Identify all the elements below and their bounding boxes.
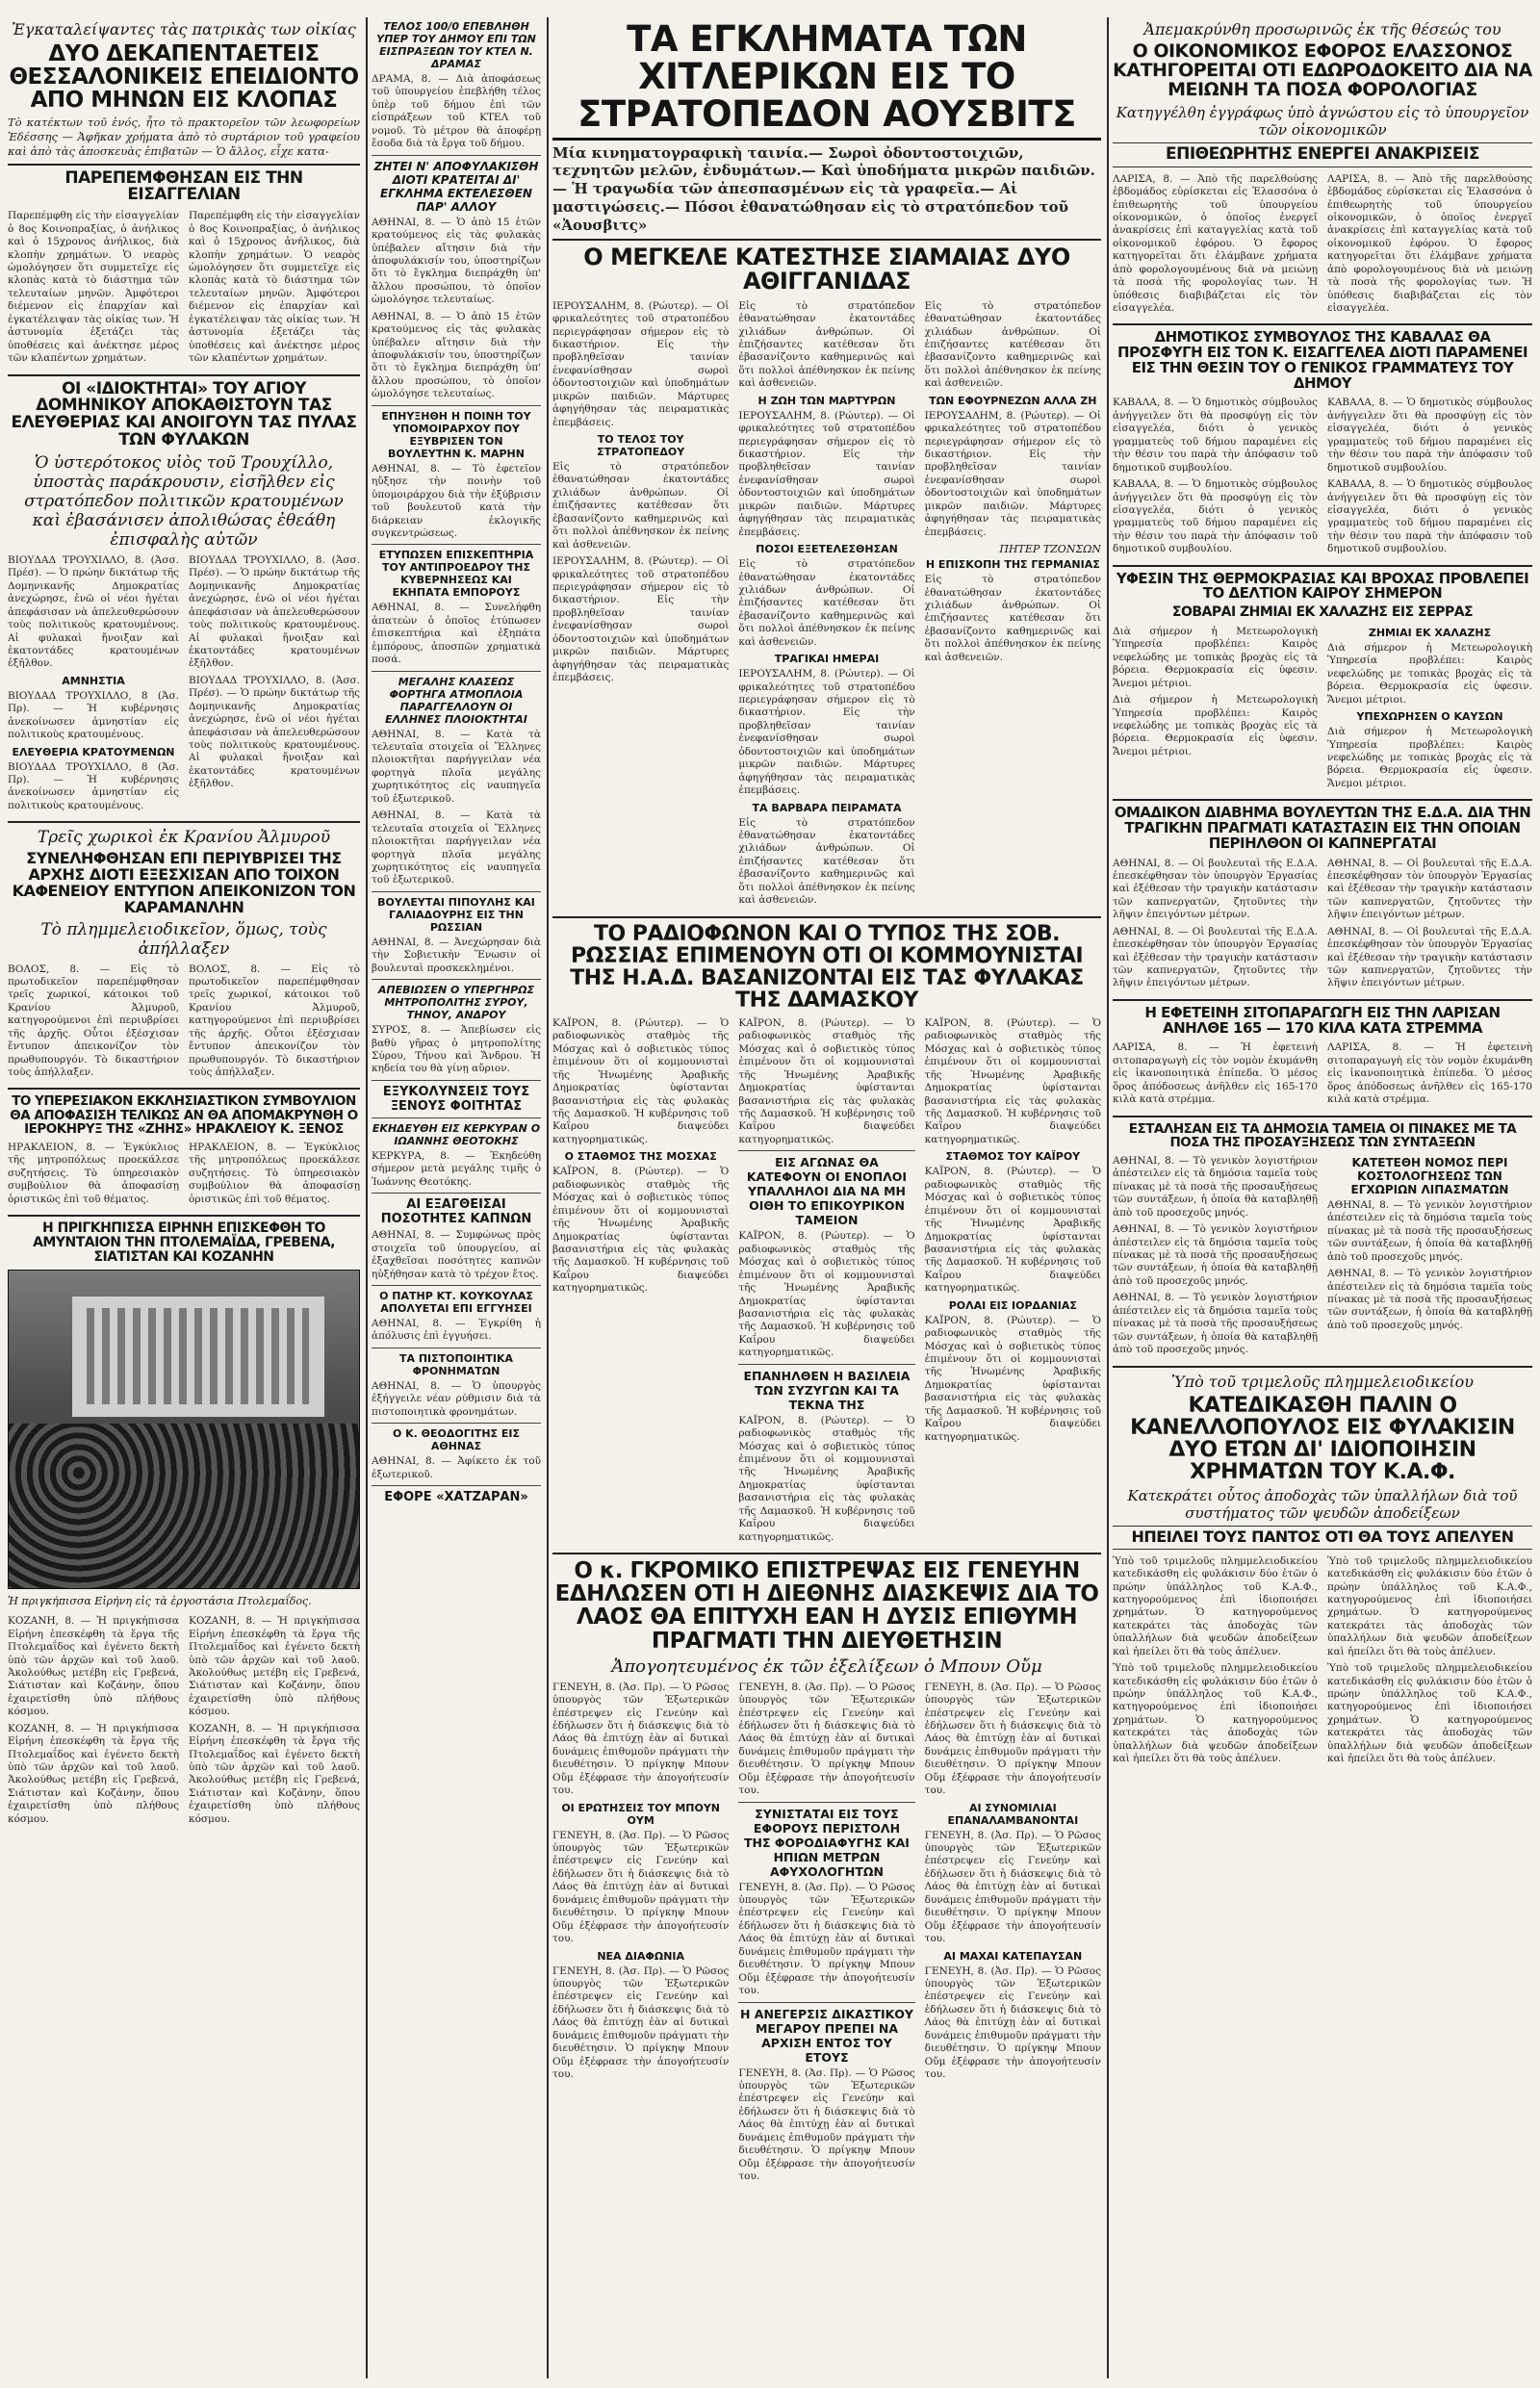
divider bbox=[372, 1285, 541, 1286]
subhead: ΤΡΑΓΙΚΑΙ ΗΜΕΡΑΙ bbox=[774, 653, 880, 666]
subhead: Κατεκράτει οὗτος ἀποδοχὰς τῶν ὑπαλλήλων διὰ τοῦ συστήματος τῶν ψευδῶν ἀποδείξεων bbox=[1127, 1486, 1518, 1522]
article-text: ΚΟΖΑΝΗ, 8. — Ἡ πριγκήπισσα Εἰρήνη ἐπεσκέφθη τὰ ἔργα τῆς Πτολεμαΐδος καὶ ἐγένετο δεκτὴ ὑπὸ τῶν ἀρχῶν καὶ τοῦ λαοῦ. Ἀκολούθως μετέβη εἰς Γρεβενά, Σιάτισταν καὶ Κοζάνην, ὅπου ἐχαιρετίσθη ὑπὸ πλήθους κόσμου. bbox=[8, 1615, 179, 1718]
headline: ΤΟ ΥΠΕΡΕΣΙΑΚΟΝ ΕΚΚΛΗΣΙΑΣΤΙΚΟΝ ΣΥΜΒΟΥΛΙΟΝ ΘΑ ΑΠΟΦΑΣΙΣΗ ΤΕΛΙΚΩΣ ΑΝ ΘΑ ΑΠΟΜΑΚΡΥΝΘΗ Ο ΙΕΡΟΚΗΡΥΞ ΤΗΣ «ΖΗΗΣ» ΗΡΑΚΛΕΙΟΥ Κ. ΞΕΝΟΣ bbox=[10, 1093, 358, 1137]
article-text: ΓΕΝΕΥΗ, 8. (Ἀσ. Πρ). — Ὁ Ρῶσος ὑπουργὸς τῶν Ἐξωτερικῶν ἐπέστρεψεν εἰς Γενεύην καὶ ἐδήλωσεν ὅτι ἡ διάσκεψις διὰ τὸ Λάος θὰ ἐπιτύχῃ ἐὰν αἱ δυτικαὶ δυνάμεις ἐπιθυμοῦν πράγματι τὴν διευθέτησιν. Ὁ πρίγκηψ Μπουν Οὔμ ἐξέφρασε τὴν ἀπογοήτευσίν του. bbox=[924, 1829, 1101, 1945]
article-text: ΗΡΑΚΛΕΙΟΝ, 8. — Ἐγκύκλιος τῆς μητροπόλεως προεκάλεσε συζητήσεις. Τὸ ὑπηρεσιακὸν συμβούλιον θὰ ἀποφασίσῃ ὁριστικῶς ἐπὶ τοῦ θέματος. bbox=[8, 1141, 179, 1205]
article-body bbox=[552, 298, 1101, 912]
divider bbox=[372, 155, 541, 156]
article-body bbox=[1113, 856, 1532, 994]
headline: Ο Κ. ΘΕΟΔΟΓΙΤΗΣ ΕΙΣ ΑΘΗΝΑΣ bbox=[392, 1427, 521, 1453]
article-text: ΚΑΒΑΛΑ, 8. — Ὁ δημοτικὸς σύμβουλος ἀνήγγειλεν ὅτι θὰ προσφύγῃ εἰς τὸν εἰσαγγελέα, διότι ὁ γενικὸς γραμματεὺς τοῦ δήμου παραμένει εἰς τὴν θέσιν του παρὰ τὴν ἀπόφασιν τοῦ δημοτικοῦ συμβουλίου. bbox=[1113, 478, 1318, 555]
headline: ΔΗΜΟΤΙΚΟΣ ΣΥΜΒΟΥΛΟΣ ΤΗΣ ΚΑΒΑΛΑΣ ΘΑ ΠΡΟΣΦΥΓΗ ΕΙΣ ΤΟΝ Κ. ΕΙΣΑΓΓΕΛΕΑ ΔΙΟΤΙ ΠΑΡΑΜΕΝΕΙ ΕΙΣ ΤΗΝ ΘΕΣΙΝ ΤΟΥ Ο ΓΕΝΙΚΟΣ ΓΡΑΜΜΑΤΕΥΣ ΤΟΥ ΔΗΜΟΥ bbox=[1116, 328, 1528, 392]
article-text: ΚΟΖΑΝΗ, 8. — Ἡ πριγκήπισσα Εἰρήνη ἐπεσκέφθη τὰ ἔργα τῆς Πτολεμαΐδος καὶ ἐγένετο δεκτὴ ὑπὸ τῶν ἀρχῶν καὶ τοῦ λαοῦ. Ἀκολούθως μετέβη εἰς Γρεβενά, Σιάτισταν καὶ Κοζάνην, ὅπου ἐχαιρετίσθη ὑπὸ πλήθους κόσμου. bbox=[189, 1615, 360, 1718]
article-text: Εἰς τὸ στρατόπεδον ἐθανατώθησαν ἑκατοντάδες χιλιάδων ἀνθρώπων. Οἱ ἐπιζήσαντες κατέθεσαν ὅτι ἐβασανίζοντο καθημερινῶς καὶ ὅτι πολλοὶ ἀπέθνησκον ἐκ πείνης καὶ ἀσθενειῶν. bbox=[924, 574, 1101, 663]
article-text: ΑΘΗΝΑΙ, 8. — Συμφώνως πρὸς στοιχεῖα τοῦ ὑπουργείου, αἱ ἐξαχθεῖσαι ποσότητες καπνῶν ηὐξήθησαν κατὰ τὸ τρέχον ἔτος. bbox=[372, 1229, 541, 1280]
article-text: ΑΘΗΝΑΙ, 8. — Τὸ ἐφετεῖον ηὔξησε τὴν ποινὴν τοῦ ὑπομοιράρχου διὰ τὴν ἐξύβρισιν τοῦ βουλευτοῦ κατὰ τὴν διάρκειαν ἐκλογικῆς συγκεντρώσεως. bbox=[372, 462, 541, 539]
article-text: ΓΕΝΕΥΗ, 8. (Ἀσ. Πρ). — Ὁ Ρῶσος ὑπουργὸς τῶν Ἐξωτερικῶν ἐπέστρεψεν εἰς Γενεύην καὶ ἐδήλωσεν ὅτι ἡ διάσκεψις διὰ τὸ Λάος θὰ ἐπιτύχῃ ἐὰν αἱ δυτικαὶ δυνάμεις ἐπιθυμοῦν πράγματι τὴν διευθέτησιν. Ὁ πρίγκηψ Μπουν Οὔμ ἐξέφρασε τὴν ἀπογοήτευσίν του. bbox=[552, 1964, 730, 2081]
divider bbox=[8, 164, 360, 166]
headline: ΕΙΣ ΑΓΩΝΑΣ ΘΑ ΚΑΤΕΦΟΥΝ ΟΙ ΕΝΟΠΛΟΙ ΥΠΑΛΛΗΛΟΙ ΔΙΑ ΝΑ ΜΗ ΟΙΘΗ ΤΟ ΕΠΙΚΟΥΡΙΚΟΝ ΤΑΜΕΙΟΝ bbox=[746, 1155, 908, 1228]
article-lead: Μία κινηματογραφικὴ ταινία.— Σωροὶ ὀδοντοστοιχιῶν, τεχνητῶν μελῶν, ἐνδυμάτων.— Καὶ ὑποδήματα μικρῶν παιδιῶν.— Ἡ τραγωδία τῶν ἀπεσπασμένων εἰς τὰ γραφεῖα.— Αἱ μαστιγώσεις.— Πόσοι ἐθανατώθησαν εἰς τὸ στρατόπεδον τοῦ «Ἀουσβιτς» bbox=[552, 143, 1095, 234]
column-1 bbox=[8, 17, 360, 2378]
article-text: ΙΕΡΟΥΣΑΛΗΜ, 8. (Ρώυτερ). — Οἱ φρικαλεότητες τοῦ στρατοπέδου περιεγράφησαν σήμερον εἰς τὸ δικαστήριον. Εἰς τὴν προβληθεῖσαν ταινίαν ἐνεφανίσθησαν σωροὶ ὀδοντοστοιχιῶν καὶ ὑποδημάτων μικρῶν παιδιῶν. Μάρτυρες ἀφηγήθησαν τὰς πειραματικὰς ἐπεμβάσεις. bbox=[552, 299, 730, 428]
article-text: ΒΙΟΥΔΑΔ ΤΡΟΥΧΙΛΛΟ, 8 (Ἀσ. Πρ). — Ἡ κυβέρνησις ἀνεκοίνωσεν ἀμνηστίαν εἰς πολιτικοὺς κρατουμένους. bbox=[8, 760, 179, 811]
column-rule bbox=[366, 17, 368, 2378]
article-body bbox=[1113, 624, 1532, 794]
headline: ΒΟΥΛΕΥΤΑΙ ΠΙΠΟΥΛΗΣ ΚΑΙ ΓΑΛΙΑΔΟΥΡΗΣ ΕΙΣ ΤΗΝ ΡΩΣΣΙΑΝ bbox=[377, 895, 535, 934]
headline-main: ΤΑ ΕΓΚΛΗΜΑΤΑ ΤΩΝ ΧΙΤΛΕΡΙΚΩΝ ΕΙΣ ΤΟ ΣΤΡΑΤΟΠΕΔΟΝ ΑΟΥΣΒΙΤΣ bbox=[552, 21, 1101, 141]
article-body bbox=[1113, 171, 1532, 320]
headline: ΗΠΕΙΛΕΙ ΤΟΥΣ ΠΑΝΤΟΣ ΟΤΙ ΘΑ ΤΟΥΣ ΑΠΕΛΥΕΝ bbox=[1113, 1526, 1532, 1550]
article-text: Εἰς τὸ στρατόπεδον ἐθανατώθησαν ἑκατοντάδες χιλιάδων ἀνθρώπων. Οἱ ἐπιζήσαντες κατέθεσαν ὅτι ἐβασανίζοντο καθημερινῶς καὶ ὅτι πολλοὶ ἀπέθνησκον ἐκ πείνης καὶ ἀσθενειῶν. bbox=[738, 558, 915, 648]
article-body bbox=[1113, 1553, 1532, 1770]
headline: ΣΥΝΙΣΤΑΤΑΙ ΕΙΣ ΤΟΥΣ ΕΦΟΡΟΥΣ ΠΕΡΙΣΤΟΛΗ ΤΗΣ ΦΟΡΟΔΙΑΦΥΓΗΣ ΚΑΙ ΗΠΙΩΝ ΜΕΤΡΩΝ ΑΦΥΧΟΛΟΓΗΤΩΝ bbox=[744, 1806, 910, 1879]
article-text: ΚΑΒΑΛΑ, 8. — Ὁ δημοτικὸς σύμβουλος ἀνήγγειλεν ὅτι θὰ προσφύγῃ εἰς τὸν εἰσαγγελέα, διότι ὁ γενικὸς γραμματεὺς τοῦ δήμου παραμένει εἰς τὴν θέσιν του παρὰ τὴν ἀπόφασιν τοῦ δημοτικοῦ συμβουλίου. bbox=[1327, 478, 1532, 555]
article-text: Διὰ σήμερον ἡ Μετεωρολογικὴ Ὑπηρεσία προβλέπει: Καιρὸς νεφελώδης με τοπικὰς βροχὰς εἰς τὰ βόρεια. Θερμοκρασία εἰς ὑφεσιν. Ἄνεμοι μέτριοι. bbox=[1113, 694, 1318, 757]
divider bbox=[372, 671, 541, 672]
headline: ΕΠΑΝΗΛΘΕΝ Η ΒΑΣΙΛΕΙΑ ΤΩΝ ΣΥΖΥΓΩΝ ΚΑΙ ΤΑ ΤΕΚΝΑ ΤΗΣ bbox=[743, 1368, 911, 1412]
article-text: ΔΡΑΜΑ, 8. — Διὰ ἀποφάσεως τοῦ ὑπουργείου ἐπεβλήθη τέλος ὑπὲρ τοῦ δήμου ἐπὶ τῶν εἰσπράξεων τοῦ ΚΤΕΛ τοῦ νομοῦ. Τὸ μέτρον θὰ ἀποφέρῃ ἔσοδα διὰ τὰ ἔργα τοῦ δήμου. bbox=[372, 73, 541, 150]
article-text: ΑΘΗΝΑΙ, 8. — Οἱ βουλευταὶ τῆς Ε.Δ.Α. ἐπεσκέφθησαν τὸν ὑπουργὸν Ἐργασίας καὶ ἐξέθεσαν τὴν τραγικὴν κατάστασιν τῶν καπνεργατῶν, ζητοῦντες τὴν λῆψιν ἐπειγόντων μέτρων. bbox=[1113, 925, 1318, 989]
article-text: Διὰ σήμερον ἡ Μετεωρολογικὴ Ὑπηρεσία προβλέπει: Καιρὸς νεφελώδης με τοπικὰς βροχὰς εἰς τὰ βόρεια. Θερμοκρασία εἰς ὑφεσιν. Ἄνεμοι μέτριοι. bbox=[1327, 726, 1532, 789]
subhead: ΥΠΕΧΩΡΗΣΕΝ Ο ΚΑΥΣΩΝ bbox=[1356, 710, 1503, 724]
article-text: ΓΕΝΕΥΗ, 8. (Ἀσ. Πρ). — Ὁ Ρῶσος ὑπουργὸς τῶν Ἐξωτερικῶν ἐπέστρεψεν εἰς Γενεύην καὶ ἐδήλωσεν ὅτι ἡ διάσκεψις διὰ τὸ Λάος θὰ ἐπιτύχῃ ἐὰν αἱ δυτικαὶ δυνάμεις ἐπιθυμοῦν πράγματι τὴν διευθέτησιν. Ὁ πρίγκηψ Μπουν Οὔμ ἐξέφρασε τὴν ἀπογοήτευσίν του. bbox=[552, 1829, 730, 1945]
article-text: ΓΕΝΕΥΗ, 8. (Ἀσ. Πρ). — Ὁ Ρῶσος ὑπουργὸς τῶν Ἐξωτερικῶν ἐπέστρεψεν εἰς Γενεύην καὶ ἐδήλωσεν ὅτι ἡ διάσκεψις διὰ τὸ Λάος θὰ ἐπιτύχῃ ἐὰν αἱ δυτικαὶ δυνάμεις ἐπιθυμοῦν πράγματι τὴν διευθέτησιν. Ὁ πρίγκηψ Μπουν Οὔμ ἐξέφρασε τὴν ἀπογοήτευσίν του. bbox=[552, 1681, 730, 1797]
divider bbox=[552, 1553, 1101, 1554]
headline: ΥΦΕΣΙΝ ΤΗΣ ΘΕΡΜΟΚΡΑΣΙΑΣ ΚΑΙ ΒΡΟΧΑΣ ΠΡΟΒΛΕΠΕΙ ΤΟ ΔΕΛΤΙΟΝ ΚΑΙΡΟΥ ΣΗΜΕΡΟΝ bbox=[1116, 569, 1529, 603]
divider bbox=[372, 891, 541, 892]
article-text: ΑΘΗΝΑΙ, 8. — Οἱ βουλευταὶ τῆς Ε.Δ.Α. ἐπεσκέφθησαν τὸν ὑπουργὸν Ἐργασίας καὶ ἐξέθεσαν τὴν τραγικὴν κατάστασιν τῶν καπνεργατῶν, ζητοῦντες τὴν λῆψιν ἐπειγόντων μέτρων. bbox=[1327, 857, 1532, 921]
article-body bbox=[8, 1140, 360, 1210]
article-text: ΑΘΗΝΑΙ, 8. — Κατὰ τὰ τελευταῖα στοιχεῖα οἱ Ἕλληνες πλοιοκτῆται παρήγγειλαν νέα φορτηγὰ πλοῖα μεγάλης χωρητικότητος εἰς ναυπηγεῖα τοῦ ἐξωτερικοῦ. bbox=[372, 809, 541, 886]
article-text: ΑΘΗΝΑΙ, 8. — Οἱ βουλευταὶ τῆς Ε.Δ.Α. ἐπεσκέφθησαν τὸν ὑπουργὸν Ἐργασίας καὶ ἐξέθεσαν τὴν τραγικὴν κατάστασιν τῶν καπνεργατῶν, ζητοῦντες τὴν λῆψιν ἐπειγόντων μέτρων. bbox=[1113, 857, 1318, 921]
headline: ΕΚΗΔΕΥΘΗ ΕΙΣ ΚΕΡΚΥΡΑΝ Ο ΙΩΑΝΝΗΣ ΘΕΟΤΟΚΗΣ bbox=[372, 1121, 541, 1147]
column-2 bbox=[372, 17, 541, 2378]
headline: Ο κ. ΓΚΡΟΜΙΚΟ ΕΠΙΣΤΡΕΨΑΣ ΕΙΣ ΓΕΝΕΥΗΝ ΕΔΗΛΩΣΕΝ ΟΤΙ Η ΔΙΕΘΝΗΣ ΔΙΑΣΚΕΨΙΣ ΔΙΑ ΤΟ ΛΑΟΣ ΘΑ ΕΠΙΤΥΧΗ ΕΑΝ Η ΔΥΣΙΣ ΕΠΙΘΥΜΗ ΠΡΑΓΜΑΤΙ ΤΗΝ ΔΙΕΥΘΕΤΗΣΙΝ bbox=[554, 1558, 1099, 1654]
subhead: ΤΩΝ ΕΦΟΥΡΝΕΖΩΝ ΑΛΛΑ ΖΗ bbox=[929, 394, 1097, 407]
article-text: Εἰς τὸ στρατόπεδον ἐθανατώθησαν ἑκατοντάδες χιλιάδων ἀνθρώπων. Οἱ ἐπιζήσαντες κατέθεσαν ὅτι ἐβασανίζοντο καθημερινῶς καὶ ὅτι πολλοὶ ἀπέθνησκον ἐκ πείνης καὶ ἀσθενειῶν. bbox=[924, 299, 1101, 390]
divider bbox=[738, 1150, 914, 1151]
kicker: Ἀπεμακρύνθη προσωρινῶς ἐκ τῆς θέσεώς του bbox=[1143, 20, 1502, 39]
headline: ΕΠΗΥΞΗΘΗ Η ΠΟΙΝΗ ΤΟΥ ΥΠΟΜΟΙΡΑΡΧΟΥ ΠΟΥ ΕΞΥΒΡΙΣΕΝ ΤΟΝ ΒΟΥΛΕΥΤΗΝ Κ. ΜΑΡΗΝ bbox=[381, 409, 531, 460]
article-text: ΣΥΡΟΣ, 8. — Ἀπεβίωσεν εἰς βαθὺ γῆρας ὁ μητροπολίτης Σύρου, Τήνου καὶ Ἄνδρου. Ἡ κηδεία του θὰ γίνῃ αὔριον. bbox=[372, 1024, 541, 1075]
subhead: ΕΛΕΥΘΕΡΙΑ ΚΡΑΤΟΥΜΕΝΩΝ bbox=[12, 745, 175, 758]
article-text: ΑΘΗΝΑΙ, 8. — Συνελήφθη ἀπατεὼν ὁ ὁποῖος ἐτύπωσεν ἐπισκεπτήρια καὶ ἐξηπάτα ἐμπόρους, ἀποσπῶν χρηματικὰ ποσά. bbox=[372, 602, 541, 666]
article-text: ΚΑΪΡΟΝ, 8. (Ρώυτερ). — Ὁ ραδιοφωνικὸς σταθμὸς τῆς Μόσχας καὶ ὁ σοβιετικὸς τύπος ἐπιμένουν ὅτι οἱ κομμουνισταὶ τῆς Ἡνωμένης Ἀραβικῆς Δημοκρατίας ὑφίστανται βασανιστήρια εἰς τὰς φυλακὰς τῆς Δαμασκοῦ. Ἡ κυβέρνησις τοῦ Καΐρου διαψεύδει κατηγορηματικῶς. bbox=[738, 1016, 915, 1145]
article-text: ΑΘΗΝΑΙ, 8. — Ὁ ἀπὸ 15 ἐτῶν κρατούμενος εἰς τὰς φυλακὰς ὑπέβαλεν αἴτησιν διὰ τὴν ἀποφυλάκισίν του, ὑποστηρίζων ὅτι τὸ ἔγκλημα διεπράχθη ὑπ' ἄλλου προσώπου, τὸ ὁποῖον ὡμολόγησε τελευταίως. bbox=[372, 310, 541, 400]
article-text: ΚΑΪΡΟΝ, 8. (Ρώυτερ). — Ὁ ραδιοφωνικὸς σταθμὸς τῆς Μόσχας καὶ ὁ σοβιετικὸς τύπος ἐπιμένουν ὅτι οἱ κομμουνισταὶ τῆς Ἡνωμένης Ἀραβικῆς Δημοκρατίας ὑφίστανται βασανιστήρια εἰς τὰς φυλακὰς τῆς Δαμασκοῦ. Ἡ κυβέρνησις τοῦ Καΐρου διαψεύδει κατηγορηματικῶς. bbox=[552, 1166, 730, 1295]
article-text: Εἰς τὸ στρατόπεδον ἐθανατώθησαν ἑκατοντάδες χιλιάδων ἀνθρώπων. Οἱ ἐπιζήσαντες κατέθεσαν ὅτι ἐβασανίζοντο καθημερινῶς καὶ ὅτι πολλοὶ ἀπέθνησκον ἐκ πείνης καὶ ἀσθενειῶν. bbox=[552, 461, 730, 551]
kicker: Τρεῖς χωρικοὶ ἐκ Κρανίου Ἀλμυροῦ bbox=[37, 828, 331, 848]
news-photo bbox=[8, 1270, 360, 1589]
divider bbox=[1113, 565, 1532, 567]
article-text: ΑΘΗΝΑΙ, 8. — Ἐγκρίθη ἡ ἀπόλυσις ἐπὶ ἐγγυήσει. bbox=[372, 1317, 541, 1343]
article-text: ΑΘΗΝΑΙ, 8. — Τὸ γενικὸν λογιστήριον ἀπέστειλεν εἰς τὰ δημόσια ταμεῖα τοὺς πίνακας μὲ τὰ ποσὰ τῆς προσαυξήσεως τῶν συντάξεων, ἡ ὁποία θὰ καταβληθῇ ἀπὸ τοῦ προσεχοῦς μηνός. bbox=[1113, 1292, 1318, 1356]
divider bbox=[8, 1088, 360, 1090]
article-text: Διὰ σήμερον ἡ Μετεωρολογικὴ Ὑπηρεσία προβλέπει: Καιρὸς νεφελώδης με τοπικὰς βροχὰς εἰς τὰ βόρεια. Θερμοκρασία εἰς ὑφεσιν. Ἄνεμοι μέτριοι. bbox=[1327, 641, 1532, 706]
subhead: ΤΟ ΤΕΛΟΣ ΤΟΥ ΣΤΡΑΤΟΠΕΔΟΥ bbox=[597, 433, 685, 459]
subhead: ΑΜΝΗΣΤΙΑ bbox=[62, 674, 125, 687]
photo-building bbox=[72, 1297, 324, 1417]
article-text: ΚΑΪΡΟΝ, 8. (Ρώυτερ). — Ὁ ραδιοφωνικὸς σταθμὸς τῆς Μόσχας καὶ ὁ σοβιετικὸς τύπος ἐπιμένουν ὅτι οἱ κομμουνισταὶ τῆς Ἡνωμένης Ἀραβικῆς Δημοκρατίας ὑφίστανται βασανιστήρια εἰς τὰς φυλακὰς τῆς Δαμασκοῦ. Ἡ κυβέρνησις τοῦ Καΐρου διαψεύδει κατηγορηματικῶς. bbox=[924, 1166, 1101, 1295]
subhead: ΡΟΛΑΙ ΕΙΣ ΙΟΡΔΑΝΙΑΣ bbox=[948, 1298, 1077, 1312]
kicker: Ἐγκαταλείψαντες τὰς πατρικὰς των οἰκίας bbox=[12, 20, 356, 39]
article-text: Εἰς τὸ στρατόπεδον ἐθανατώθησαν ἑκατοντάδες χιλιάδων ἀνθρώπων. Οἱ ἐπιζήσαντες κατέθεσαν ὅτι ἐβασανίζοντο καθημερινῶς καὶ ὅτι πολλοὶ ἀπέθνησκον ἐκ πείνης καὶ ἀσθενειῶν. bbox=[738, 299, 915, 390]
divider bbox=[552, 239, 1101, 241]
divider bbox=[372, 1485, 541, 1486]
subhead: Τὸ πλημμελειοδικεῖον, ὅμως, τοὺς ἀπήλλαξεν bbox=[40, 919, 327, 959]
headline: ΟΜΑΔΙΚΟΝ ΔΙΑΒΗΜΑ ΒΟΥΛΕΥΤΩΝ ΤΗΣ Ε.Δ.Α. ΔΙΑ ΤΗΝ ΤΡΑΓΙΚΗΝ ΠΡΑΓΜΑΤΙ ΚΑΤΑΣΤΑΣΙΝ ΕΙΣ ΤΗΝ ΟΠΟΙΑΝ ΠΕΡΙΗΛΘΟΝ ΟΙ ΚΑΠΝΕΡΓΑΤΑΙ bbox=[1114, 804, 1531, 852]
article-text: ΚΟΖΑΝΗ, 8. — Ἡ πριγκήπισσα Εἰρήνη ἐπεσκέφθη τὰ ἔργα τῆς Πτολεμαΐδος καὶ ἐγένετο δεκτὴ ὑπὸ τῶν ἀρχῶν καὶ τοῦ λαοῦ. Ἀκολούθως μετέβη εἰς Γρεβενά, Σιάτισταν καὶ Κοζάνην, ὅπου ἐχαιρετίσθη ὑπὸ πλήθους κόσμου. bbox=[8, 1722, 179, 1825]
headline: ΜΕΓΑΛΗΣ ΚΛΑΣΕΩΣ ΦΟΡΤΗΓΑ ΑΤΜΟΠΛΟΙΑ ΠΑΡΑΓΓΕΛΛΟΥΝ ΟΙ ΕΛΛΗΝΕΣ ΠΛΟΙΟΚΤΗΤΑΙ bbox=[385, 675, 527, 726]
headline: Ο ΠΑΤΗΡ ΚΤ. ΚΟΥΚΟΥΛΑΣ ΑΠΟΛΥΕΤΑΙ ΕΠΙ ΕΓΓΥΗΣΕΙ bbox=[379, 1289, 533, 1315]
column-rule bbox=[1107, 17, 1109, 2378]
article-text: ΑΘΗΝΑΙ, 8. — Ἀνεχώρησαν διὰ τὴν Σοβιετικὴν Ἕνωσιν οἱ βουλευταὶ προσκεκλημένοι. bbox=[372, 936, 541, 974]
subhead: ΖΗΜΙΑΙ ΕΚ ΧΑΛΑΖΗΣ bbox=[1368, 626, 1492, 639]
divider bbox=[1113, 1116, 1532, 1117]
article-text: ΑΘΗΝΑΙ, 8. — Τὸ γενικὸν λογιστήριον ἀπέστειλεν εἰς τὰ δημόσια ταμεῖα τοὺς πίνακας μὲ τὰ ποσὰ τῆς προσαυξήσεως τῶν συντάξεων, ἡ ὁποία θὰ καταβληθῇ ἀπὸ τοῦ προσεχοῦς μηνός. bbox=[1113, 1154, 1318, 1219]
article-text: ΓΕΝΕΥΗ, 8. (Ἀσ. Πρ). — Ὁ Ρῶσος ὑπουργὸς τῶν Ἐξωτερικῶν ἐπέστρεψεν εἰς Γενεύην καὶ ἐδήλωσεν ὅτι ἡ διάσκεψις διὰ τὸ Λάος θὰ ἐπιτύχῃ ἐὰν αἱ δυτικαὶ δυνάμεις ἐπιθυμοῦν πράγματι τὴν διευθέτησιν. Ὁ πρίγκηψ Μπουν Οὔμ ἐξέφρασε τὴν ἀπογοήτευσίν του. bbox=[738, 1681, 915, 1797]
headline: ΑΠΕΒΙΩΣΕΝ Ο ΥΠΕΡΓΗΡΩΣ ΜΗΤΡΟΠΟΛΙΤΗΣ ΣΥΡΟΥ, ΤΗΝΟΥ, ΑΝΔΡΟΥ bbox=[377, 984, 535, 1022]
divider bbox=[372, 1423, 541, 1424]
headline: ΠΑΡΕΠΕΜΦΘΗΣΑΝ ΕΙΣ ΤΗΝ ΕΙΣΑΓΓΕΛΙΑΝ bbox=[64, 167, 303, 205]
article-text: ΒΙΟΥΔΑΔ ΤΡΟΥΧΙΛΛΟ, 8. (Ἀσσ. Πρέσ). — Ὁ πρώην δικτάτωρ τῆς Δομηνικανῆς Δημοκρατίας ἀνεχώρησε, ἐνῶ οἱ νέοι ἡγέται ἀπεφάσισαν νὰ ἀπελευθερώσουν τοὺς πολιτικοὺς κρατουμένους. Αἱ φυλακαὶ ἤνοιξαν καὶ ἐκατοντάδες κρατουμένων ἐξῆλθον. bbox=[8, 553, 179, 670]
article-text: ΚΑΪΡΟΝ, 8. (Ρώυτερ). — Ὁ ραδιοφωνικὸς σταθμὸς τῆς Μόσχας καὶ ὁ σοβιετικὸς τύπος ἐπιμένουν ὅτι οἱ κομμουνισταὶ τῆς Ἡνωμένης Ἀραβικῆς Δημοκρατίας ὑφίστανται βασανιστήρια εἰς τὰς φυλακὰς τῆς Δαμασκοῦ. Ἡ κυβέρνησις τοῦ Καΐρου διαψεύδει κατηγορηματικῶς. bbox=[738, 1414, 915, 1543]
headline: ΚΑΤΕΤΕΘΗ ΝΟΜΟΣ ΠΕΡΙ ΚΟΣΤΟΛΟΓΗΣΕΩΣ ΤΩΝ ΕΓΧΩΡΙΩΝ ΛΙΠΑΣΜΑΤΩΝ bbox=[1350, 1155, 1509, 1196]
article-body bbox=[552, 1015, 1101, 1548]
headline: ΕΞΥΚΟΛΥΝΣΕΙΣ ΤΟΥΣ ΞΕΝΟΥΣ ΦΟΙΤΗΤΑΣ bbox=[382, 1084, 530, 1114]
headline: ΕΣΤΑΛΗΣΑΝ ΕΙΣ ΤΑ ΔΗΜΟΣΙΑ ΤΑΜΕΙΑ ΟΙ ΠΙΝΑΚΕΣ ΜΕ ΤΑ ΠΟΣΑ ΤΗΣ ΠΡΟΣΑΥΞΗΣΕΩΣ ΤΩΝ ΣΥΝΤΑΞΕΩΝ bbox=[1128, 1120, 1517, 1150]
article-text: ΙΕΡΟΥΣΑΛΗΜ, 8. (Ρώυτερ). — Οἱ φρικαλεότητες τοῦ στρατοπέδου περιεγράφησαν σήμερον εἰς τὸ δικαστήριον. Εἰς τὴν προβληθεῖσαν ταινίαν ἐνεφανίσθησαν σωροὶ ὀδοντοστοιχιῶν καὶ ὑποδημάτων μικρῶν παιδιῶν. Μάρτυρες ἀφηγήθησαν τὰς πειραματικὰς ἐπεμβάσεις. bbox=[924, 409, 1101, 538]
subhead: Ἀπογοητευμένος ἐκ τῶν ἐξελίξεων ὁ Μπουν Οὔμ bbox=[611, 1656, 1042, 1677]
article-text: ΓΕΝΕΥΗ, 8. (Ἀσ. Πρ). — Ὁ Ρῶσος ὑπουργὸς τῶν Ἐξωτερικῶν ἐπέστρεψεν εἰς Γενεύην καὶ ἐδήλωσεν ὅτι ἡ διάσκεψις διὰ τὸ Λάος θὰ ἐπιτύχῃ ἐὰν αἱ δυτικαὶ δυνάμεις ἐπιθυμοῦν πράγματι τὴν διευθέτησιν. Ὁ πρίγκηψ Μπουν Οὔμ ἐξέφρασε τὴν ἀπογοήτευσίν του. bbox=[738, 2067, 915, 2183]
article-text: ΗΡΑΚΛΕΙΟΝ, 8. — Ἐγκύκλιος τῆς μητροπόλεως προεκάλεσε συζητήσεις. Τὸ ὑπηρεσιακὸν συμβούλιον θὰ ἀποφασίσῃ ὁριστικῶς ἐπὶ τοῦ θέματος. bbox=[189, 1141, 360, 1205]
article-text: ΒΟΛΟΣ, 8. — Εἰς τὸ πρωτοδικεῖον παρεπέμφθησαν τρεῖς χωρικοί, κάτοικοι τοῦ Κρανίου Ἀλμυροῦ, κατηγορούμενοι ἐπὶ περιυβρίσει τῆς ἀρχῆς. Οὗτοι ἐξέσχισαν ἔντυπον ἀπεικονίζον τὸν πρωθυπουργόν. Τὸ δικαστήριον τοὺς ἀπήλλαξεν. bbox=[8, 963, 179, 1079]
subhead: Η ΕΠΙΣΚΟΠΗ ΤΗΣ ΓΕΡΜΑΝΙΑΣ bbox=[925, 558, 1100, 572]
article-body bbox=[8, 552, 360, 816]
article-text: Εἰς τὸ στρατόπεδον ἐθανατώθησαν ἑκατοντάδες χιλιάδων ἀνθρώπων. Οἱ ἐπιζήσαντες κατέθεσαν ὅτι ἐβασανίζοντο καθημερινῶς καὶ ὅτι πολλοὶ ἀπέθνησκον ἐκ πείνης καὶ ἀσθενειῶν. bbox=[738, 816, 915, 907]
column-3 bbox=[552, 17, 1101, 2378]
article-text: Ὑπὸ τοῦ τριμελοῦς πλημμελειοδικείου κατεδικάσθη εἰς φυλάκισιν δύο ἐτῶν ὁ πρώην ὑπάλληλος τοῦ Κ.Α.Φ., κατηγορούμενος ἐπὶ ἰδιοποιήσει χρημάτων. Ὁ κατηγορούμενος κατεκράτει τὰς ἀποδοχὰς τῶν ὑπαλλήλων διὰ ψευδῶν ἀποδείξεων καὶ ἠπείλει ὅτι θὰ τοὺς ἀπέλυεν. bbox=[1327, 1554, 1532, 1657]
article-text: Ὑπὸ τοῦ τριμελοῦς πλημμελειοδικείου κατεδικάσθη εἰς φυλάκισιν δύο ἐτῶν ὁ πρώην ὑπάλληλος τοῦ Κ.Α.Φ., κατηγορούμενος ἐπὶ ἰδιοποιήσει χρημάτων. Ὁ κατηγορούμενος κατεκράτει τὰς ἀποδοχὰς τῶν ὑπαλλήλων διὰ ψευδῶν ἀποδείξεων καὶ ἠπείλει ὅτι θὰ τοὺς ἀπέλυεν. bbox=[1113, 1662, 1318, 1765]
article-text: ΚΑΪΡΟΝ, 8. (Ρώυτερ). — Ὁ ραδιοφωνικὸς σταθμὸς τῆς Μόσχας καὶ ὁ σοβιετικὸς τύπος ἐπιμένουν ὅτι οἱ κομμουνισταὶ τῆς Ἡνωμένης Ἀραβικῆς Δημοκρατίας ὑφίστανται βασανιστήρια εἰς τὰς φυλακὰς τῆς Δαμασκοῦ. Ἡ κυβέρνησις τοῦ Καΐρου διαψεύδει κατηγορηματικῶς. bbox=[552, 1016, 730, 1145]
byline: ΠΗΤΕΡ ΤΖΟΝΣΩΝ bbox=[999, 543, 1101, 556]
headline: ΕΦΟΡΕ «ΧΑΤΖΑΡΑΝ» bbox=[384, 1490, 528, 1504]
headline: ΖΗΤΕΙ Ν' ΑΠΟΦΥΛΑΚΙΣΘΗ ΔΙΟΤΙ ΚΡΑΤΕΙΤΑΙ ΔΙ' ΕΓΚΛΗΜΑ ΕΚΤΕΛΕΣΘΕΝ ΠΑΡ' ΑΛΛΟΥ bbox=[373, 159, 539, 214]
article-text: ΒΙΟΥΔΑΔ ΤΡΟΥΧΙΛΛΟ, 8. (Ἀσσ. Πρέσ). — Ὁ πρώην δικτάτωρ τῆς Δομηνικανῆς Δημοκρατίας ἀνεχώρησε, ἐνῶ οἱ νέοι ἡγέται ἀπεφάσισαν νὰ ἀπελευθερώσουν τοὺς πολιτικοὺς κρατουμένους. Αἱ φυλακαὶ ἤνοιξαν καὶ ἐκατοντάδες κρατουμένων ἐξῆλθον. bbox=[189, 553, 360, 670]
headline: Ο ΟΙΚΟΝΟΜΙΚΟΣ ΕΦΟΡΟΣ ΕΛΑΣΣΟΝΟΣ ΚΑΤΗΓΟΡΕΙΤΑΙ ΟΤΙ ΕΔΩΡΟΔΟΚΕΙΤΟ ΔΙΑ ΝΑ ΜΕΙΩΝΗ ΤΑ ΠΟΣΑ ΦΟΡΟΛΟΓΙΑΣ bbox=[1113, 40, 1532, 100]
article-body bbox=[8, 1613, 360, 1830]
article-body bbox=[1113, 1153, 1532, 1361]
column-rule bbox=[547, 17, 549, 2378]
photo-crowd bbox=[9, 1424, 359, 1589]
headline: ΟΙ «ΙΔΙΟΚΤΗΤΑΙ» ΤΟΥ ΑΓΙΟΥ ΔΟΜΗΝΙΚΟΥ ΑΠΟΚΑΘΙΣΤΟΥΝ ΤΑΣ ΕΛΕΥΘΕΡΙΑΣ ΚΑΙ ΑΝΟΙΓΟΥΝ ΤΑΣ ΠΥΛΑΣ ΤΩΝ ΦΥΛΑΚΩΝ bbox=[11, 378, 357, 450]
article-text: ΑΘΗΝΑΙ, 8. — Τὸ γενικὸν λογιστήριον ἀπέστειλεν εἰς τὰ δημόσια ταμεῖα τοὺς πίνακας μὲ τὰ ποσὰ τῆς προσαυξήσεως τῶν συντάξεων, ἡ ὁποία θὰ καταβληθῇ ἀπὸ τοῦ προσεχοῦς μηνός. bbox=[1327, 1268, 1532, 1331]
divider bbox=[8, 374, 360, 376]
divider bbox=[8, 821, 360, 823]
headline: ΕΠΙΘΕΩΡΗΤΗΣ ΕΝΕΡΓΕΙ ΑΝΑΚΡΙΣΕΙΣ bbox=[1113, 142, 1532, 167]
subhead: Κατηγγέλθη ἐγγράφως ὑπὸ ἀγνώστου εἰς τὸ ὑπουργεῖον τῶν οἰκονομικῶν bbox=[1116, 103, 1529, 139]
subhead: ΣΤΑΘΜΟΣ ΤΟΥ ΚΑΪΡΟΥ bbox=[945, 1150, 1081, 1164]
divider bbox=[738, 1364, 914, 1365]
headline: ΤΕΛΟΣ 100/0 ΕΠΕΒΛΗΘΗ ΥΠΕΡ ΤΟΥ ΔΗΜΟΥ ΕΠΙ ΤΩΝ ΕΙΣΠΡΑΞΕΩΝ ΤΟΥ ΚΤΕΛ Ν. ΔΡΑΜΑΣ bbox=[376, 20, 536, 70]
divider bbox=[1113, 799, 1532, 801]
article-text: ΛΑΡΙΣΑ, 8. — Ἡ ἐφετεινὴ σιτοπαραγωγὴ εἰς τὸν νομὸν ἐκυμάνθη εἰς ἱκανοποιητικὰ ἐπίπεδα. Ὁ μέσος ὅρος ἀπόδοσεως ἀνῆλθεν εἰς 165-170 κιλὰ κατὰ στρέμμα. bbox=[1113, 1041, 1318, 1106]
subhead: ΑΙ ΣΥΝΟΜΙΛΙΑΙ ΕΠΑΝΑΛΑΜΒΑΝΟΝΤΑΙ bbox=[947, 1801, 1079, 1827]
headline: ΔΥΟ ΔΕΚΑΠΕΝΤΑΕΤΕΙΣ ΘΕΣΣΑΛΟΝΙΚΕΙΣ ΕΠΕΙΔΙΟΝΤΟ ΑΠΟ ΜΗΝΩΝ ΕΙΣ ΚΛΟΠΑΣ bbox=[9, 41, 359, 114]
article-text: ΑΘΗΝΑΙ, 8. — Οἱ βουλευταὶ τῆς Ε.Δ.Α. ἐπεσκέφθησαν τὸν ὑπουργὸν Ἐργασίας καὶ ἐξέθεσαν τὴν τραγικὴν κατάστασιν τῶν καπνεργατῶν, ζητοῦντες τὴν λῆψιν ἐπειγόντων μέτρων. bbox=[1327, 925, 1532, 989]
subhead: ΟΙ ΕΡΩΤΗΣΕΙΣ ΤΟΥ ΜΠΟΥΝ ΟΥΜ bbox=[561, 1801, 721, 1827]
article-text: ΓΕΝΕΥΗ, 8. (Ἀσ. Πρ). — Ὁ Ρῶσος ὑπουργὸς τῶν Ἐξωτερικῶν ἐπέστρεψεν εἰς Γενεύην καὶ ἐδήλωσεν ὅτι ἡ διάσκεψις διὰ τὸ Λάος θὰ ἐπιτύχῃ ἐὰν αἱ δυτικαὶ δυνάμεις ἐπιθυμοῦν πράγματι τὴν διευθέτησιν. Ὁ πρίγκηψ Μπουν Οὔμ ἐξέφρασε τὴν ἀπογοήτευσίν του. bbox=[738, 1881, 915, 1997]
article-text: ΚΑΒΑΛΑ, 8. — Ὁ δημοτικὸς σύμβουλος ἀνήγγειλεν ὅτι θὰ προσφύγῃ εἰς τὸν εἰσαγγελέα, διότι ὁ γενικὸς γραμματεὺς τοῦ δήμου παραμένει εἰς τὴν θέσιν του παρὰ τὴν ἀπόφασιν τοῦ δημοτικοῦ συμβουλίου. bbox=[1327, 397, 1532, 474]
article-text: ΚΑΪΡΟΝ, 8. (Ρώυτερ). — Ὁ ραδιοφωνικὸς σταθμὸς τῆς Μόσχας καὶ ὁ σοβιετικὸς τύπος ἐπιμένουν ὅτι οἱ κομμουνισταὶ τῆς Ἡνωμένης Ἀραβικῆς Δημοκρατίας ὑφίστανται βασανιστήρια εἰς τὰς φυλακὰς τῆς Δαμασκοῦ. Ἡ κυβέρνησις τοῦ Καΐρου διαψεύδει κατηγορηματικῶς. bbox=[924, 1314, 1101, 1443]
divider bbox=[8, 1215, 360, 1217]
article-text: ΙΕΡΟΥΣΑΛΗΜ, 8. (Ρώυτερ). — Οἱ φρικαλεότητες τοῦ στρατοπέδου περιεγράφησαν σήμερον εἰς τὸ δικαστήριον. Εἰς τὴν προβληθεῖσαν ταινίαν ἐνεφανίσθησαν σωροὶ ὀδοντοστοιχιῶν καὶ ὑποδημάτων μικρῶν παιδιῶν. Μάρτυρες ἀφηγήθησαν τὰς πειραματικὰς ἐπεμβάσεις. bbox=[738, 409, 915, 538]
headline: ΑΙ ΕΞΑΓΘΕΙΣΑΙ ΠΟΣΟΤΗΤΕΣ ΚΑΠΝΩΝ bbox=[380, 1197, 532, 1227]
article-lead: Τὸ κατέκτων τοῦ ἑνός, ἦτο τὸ πρακτορεῖον τῶν λεωφορείων Ἐδέσσης — Ἀφῆκαν χρήματα ἀπὸ τὸ συρτάριον τοῦ γραφείου καὶ ἀπὸ τὰς ἀποσκευὰς ἐπιβατῶν — Ὁ ἄλλος, εἶχε κατα- bbox=[8, 116, 360, 158]
headline: Η ΕΦΕΤΕΙΝΗ ΣΙΤΟΠΑΡΑΓΩΓΗ ΕΙΣ ΤΗΝ ΛΑΡΙΣΑΝ ΑΝΗΛΘΕ 165 — 170 ΚΙΛΑ ΚΑΤΑ ΣΤΡΕΜΜΑ bbox=[1144, 1003, 1501, 1037]
article-text: ΛΑΡΙΣΑ, 8. — Ἀπὸ τῆς παρελθούσης ἑβδομάδος εὑρίσκεται εἰς Ἐλασσόνα ὁ ἐπιθεωρητὴς τοῦ ὑπουργείου οἰκονομικῶν, ὁ ὁποῖος ἐνεργεῖ ἀνακρίσεις ἐπὶ καταγγελίας κατὰ τοῦ οἰκονομικοῦ ἐφόρου. Ὁ ἔφορος κατηγορεῖται ὅτι ἐλάμβανε χρήματα ἀπὸ φορολογουμένους διὰ νὰ μειώνῃ τὰ ποσὰ τῆς φορολογίας των. Ἡ ὑπόθεσις διαβιβάζεται εἰς τὸν εἰσαγγελέα. bbox=[1113, 172, 1318, 315]
article-text: ΑΘΗΝΑΙ, 8. — Τὸ γενικὸν λογιστήριον ἀπέστειλεν εἰς τὰ δημόσια ταμεῖα τοὺς πίνακας μὲ τὰ ποσὰ τῆς προσαυξήσεως τῶν συντάξεων, ἡ ὁποία θὰ καταβληθῇ ἀπὸ τοῦ προσεχοῦς μηνός. bbox=[1327, 1198, 1532, 1263]
divider bbox=[372, 405, 541, 406]
article-text: ΑΘΗΝΑΙ, 8. — Τὸ γενικὸν λογιστήριον ἀπέστειλεν εἰς τὰ δημόσια ταμεῖα τοὺς πίνακας μὲ τὰ ποσὰ τῆς προσαυξήσεως τῶν συντάξεων, ἡ ὁποία θὰ καταβληθῇ ἀπὸ τοῦ προσεχοῦς μηνός. bbox=[1113, 1223, 1318, 1287]
article-text: ΒΟΛΟΣ, 8. — Εἰς τὸ πρωτοδικεῖον παρεπέμφθησαν τρεῖς χωρικοί, κάτοικοι τοῦ Κρανίου Ἀλμυροῦ, κατηγορούμενοι ἐπὶ περιυβρίσει τῆς ἀρχῆς. Οὗτοι ἐξέσχισαν ἔντυπον ἀπεικονίζον τὸν πρωθυπουργόν. Τὸ δικαστήριον τοὺς ἀπήλλαξεν. bbox=[189, 963, 360, 1079]
article-lead: Ὁ ὑστερότοκος υἱὸς τοῦ Τρουχίλλο, ὑποστὰς παράκρουσιν, εἰσῆλθεν εἰς στρατόπεδον πολιτικῶν κρατουμένων καὶ ἐβασάνισεν ἀπολιθώσας ἐθεάθη ἐπισφαλὴς αὐτῶν bbox=[24, 452, 344, 550]
divider bbox=[1113, 323, 1532, 325]
article-body bbox=[8, 962, 360, 1084]
article-text: ΛΑΡΙΣΑ, 8. — Ἀπὸ τῆς παρελθούσης ἑβδομάδος εὑρίσκεται εἰς Ἐλασσόνα ὁ ἐπιθεωρητὴς τοῦ ὑπουργείου οἰκονομικῶν, ὁ ὁποῖος ἐνεργεῖ ἀνακρίσεις ἐπὶ καταγγελίας κατὰ τοῦ οἰκονομικοῦ ἐφόρου. Ὁ ἔφορος κατηγορεῖται ὅτι ἐλάμβανε χρήματα ἀπὸ φορολογουμένους διὰ νὰ μειώνῃ τὰ ποσὰ τῆς φορολογίας των. Ἡ ὑπόθεσις διαβιβάζεται εἰς τὸν εἰσαγγελέα. bbox=[1327, 172, 1532, 315]
article-body bbox=[1113, 395, 1532, 559]
divider bbox=[372, 1193, 541, 1194]
headline: ΤΑ ΠΙΣΤΟΠΟΙΗΤΙΚΑ ΦΡΟΝΗΜΑΤΩΝ bbox=[398, 1351, 513, 1377]
photo-caption: Ἡ πριγκήπισσα Εἰρήνη εἰς τὰ ἐργοστάσια Πτολεμαΐδος. bbox=[8, 1595, 312, 1608]
article-text: Ὑπὸ τοῦ τριμελοῦς πλημμελειοδικείου κατεδικάσθη εἰς φυλάκισιν δύο ἐτῶν ὁ πρώην ὑπάλληλος τοῦ Κ.Α.Φ., κατηγορούμενος ἐπὶ ἰδιοποιήσει χρημάτων. Ὁ κατηγορούμενος κατεκράτει τὰς ἀποδοχὰς τῶν ὑπαλλήλων διὰ ψευδῶν ἀποδείξεων καὶ ἠπείλει ὅτι θὰ τοὺς ἀπέλυεν. bbox=[1113, 1554, 1318, 1657]
headline: ΣΟΒΑΡΑΙ ΖΗΜΙΑΙ ΕΚ ΧΑΛΑΖΗΣ ΕΙΣ ΣΕΡΡΑΣ bbox=[1171, 604, 1474, 621]
article-text: Ὑπὸ τοῦ τριμελοῦς πλημμελειοδικείου κατεδικάσθη εἰς φυλάκισιν δύο ἐτῶν ὁ πρώην ὑπάλληλος τοῦ Κ.Α.Φ., κατηγορούμενος ἐπὶ ἰδιοποιήσει χρημάτων. Ὁ κατηγορούμενος κατεκράτει τὰς ἀποδοχὰς τῶν ὑπαλλήλων διὰ ψευδῶν ἀποδείξεων καὶ ἠπείλει ὅτι θὰ τοὺς ἀπέλυεν. bbox=[1327, 1662, 1532, 1765]
divider bbox=[372, 544, 541, 545]
divider bbox=[738, 2002, 914, 2003]
divider bbox=[372, 979, 541, 980]
column-4 bbox=[1113, 17, 1532, 2378]
article-text: ΚΕΡΚΥΡΑ, 8. — Ἐκηδεύθη σήμερον μετὰ μεγάλης τιμῆς ὁ Ἰωάννης Θεοτόκης. bbox=[372, 1149, 541, 1188]
subhead: ΤΑ ΒΑΡΒΑΡΑ ΠΕΙΡΑΜΑΤΑ bbox=[752, 801, 902, 814]
kicker: Ὑπὸ τοῦ τριμελοῦς πλημμελειοδικείου bbox=[1170, 1372, 1475, 1391]
subhead: ΠΟΣΟΙ ΕΞΕΤΕΛΕΣΘΗΣΑΝ bbox=[756, 543, 898, 556]
article-text: Διὰ σήμερον ἡ Μετεωρολογικὴ Ὑπηρεσία προβλέπει: Καιρὸς νεφελώδης με τοπικὰς βροχὰς εἰς τὰ βόρεια. Θερμοκρασία εἰς ὑφεσιν. Ἄνεμοι μέτριοι. bbox=[1113, 625, 1318, 689]
headline: ΣΥΝΕΛΗΦΘΗΣΑΝ ΕΠΙ ΠΕΡΙΥΒΡΙΣΕΙ ΤΗΣ ΑΡΧΗΣ ΔΙΟΤΙ ΕΞΕΣΧΙΣΑΝ ΑΠΟ ΤΟΙΧΟΝ ΚΑΦΕΝΕΙΟΥ ΕΝΤΥΠΟΝ ΑΠΕΙΚΟΝΙΖΟΝ ΤΟΝ ΚΑΡΑΜΑΝΛΗΝ bbox=[12, 849, 356, 916]
headline: Η ΠΡΙΓΚΗΠΙΣΣΑ ΕΙΡΗΝΗ ΕΠΙΣΚΕΦΘΗ ΤΟ ΑΜΥΝΤΑΙΟΝ ΤΗΝ ΠΤΟΛΕΜΑΪΔΑ, ΓΡΕΒΕΝΑ, ΣΙΑΤΙΣΤΑΝ ΚΑΙ ΚΟΖΑΝΗΝ bbox=[33, 1220, 335, 1265]
article-body bbox=[552, 1680, 1101, 2188]
article-text: ΚΑΒΑΛΑ, 8. — Ὁ δημοτικὸς σύμβουλος ἀνήγγειλεν ὅτι θὰ προσφύγῃ εἰς τὸν εἰσαγγελέα, διότι ὁ γενικὸς γραμματεὺς τοῦ δήμου παραμένει εἰς τὴν θέσιν του παρὰ τὴν ἀπόφασιν τοῦ δημοτικοῦ συμβουλίου. bbox=[1113, 397, 1318, 474]
divider bbox=[1113, 1366, 1532, 1368]
headline: ΚΑΤΕΔΙΚΑΣΘΗ ΠΑΛΙΝ Ο ΚΑΝΕΛΛΟΠΟΥΛΟΣ ΕΙΣ ΦΥΛΑΚΙΣΙΝ ΔΥΟ ΕΤΩΝ ΔΙ' ΙΔΙΟΠΟΙΗΣΙΝ ΧΡΗΜΑΤΩΝ ΤΟΥ Κ.Α.Φ. bbox=[1130, 1393, 1515, 1484]
article-text: ΑΘΗΝΑΙ, 8. — Κατὰ τὰ τελευταῖα στοιχεῖα οἱ Ἕλληνες πλοιοκτῆται παρήγγειλαν νέα φορτηγὰ πλοῖα μεγάλης χωρητικότητος εἰς ναυπηγεῖα τοῦ ἐξωτερικοῦ. bbox=[372, 728, 541, 805]
article-text: Παρεπέμφθη εἰς τὴν εἰσαγγελίαν ὁ 8ος Κοινοπραξίας, ὁ ἀνήλικος καὶ ὁ 15χρονος ἀνήλικος, διὰ κλοπὴν χρημάτων. Ὁ νεαρὸς ὡμολόγησεν ὅτι συμμετεῖχε εἰς κλοπὰς κατὰ τὸ διάστημα τῶν τελευταίων μηνῶν. Ἀμφότεροι διέμενον εἰς ἐπαρχίαν καὶ ἐγκατέλειψαν τὰς οἰκίας των. Ἡ ἀστυνομία ἐξετάζει τὰς ὑποθέσεις καὶ ἀνέκτησε μέρος τῶν κλαπέντων χρημάτων. bbox=[8, 210, 179, 365]
subhead: ΝΕΑ ΔΙΑΦΩΝΙΑ bbox=[597, 1949, 685, 1963]
article-text: ΑΘΗΝΑΙ, 8. — Ὁ ἀπὸ 15 ἐτῶν κρατούμενος εἰς τὰς φυλακὰς ὑπέβαλεν αἴτησιν διὰ τὴν ἀποφυλάκισίν του, ὑποστηρίζων ὅτι τὸ ἔγκλημα διεπράχθη ὑπ' ἄλλου προσώπου, τὸ ὁποῖον ὡμολόγησε τελευταίως. bbox=[372, 216, 541, 306]
subhead: Η ΖΩΗ ΤΩΝ ΜΑΡΤΥΡΩΝ bbox=[757, 394, 896, 407]
article-text: ΒΙΟΥΔΑΔ ΤΡΟΥΧΙΛΛΟ, 8 (Ἀσ. Πρ). — Ἡ κυβέρνησις ἀνεκοίνωσεν ἀμνηστίαν εἰς πολιτικοὺς κρατουμένους. bbox=[8, 689, 179, 741]
divider bbox=[738, 1802, 914, 1803]
article-text: ΙΕΡΟΥΣΑΛΗΜ, 8. (Ρώυτερ). — Οἱ φρικαλεότητες τοῦ στρατοπέδου περιεγράφησαν σήμερον εἰς τὸ δικαστήριον. Εἰς τὴν προβληθεῖσαν ταινίαν ἐνεφανίσθησαν σωροὶ ὀδοντοστοιχιῶν καὶ ὑποδημάτων μικρῶν παιδιῶν. Μάρτυρες ἀφηγήθησαν τὰς πειραματικὰς ἐπεμβάσεις. bbox=[552, 555, 730, 684]
article-text: ΚΑΪΡΟΝ, 8. (Ρώυτερ). — Ὁ ραδιοφωνικὸς σταθμὸς τῆς Μόσχας καὶ ὁ σοβιετικὸς τύπος ἐπιμένουν ὅτι οἱ κομμουνισταὶ τῆς Ἡνωμένης Ἀραβικῆς Δημοκρατίας ὑφίστανται βασανιστήρια εἰς τὰς φυλακὰς τῆς Δαμασκοῦ. Ἡ κυβέρνησις τοῦ Καΐρου διαψεύδει κατηγορηματικῶς. bbox=[738, 1230, 915, 1359]
headline: Ο ΜΕΓΚΕΛΕ ΚΑΤΕΣΤΗΣΕ ΣΙΑΜΑΙΑΣ ΔΥΟ ΑΘΙΓΓΑΝΙΔΑΣ bbox=[583, 244, 1070, 295]
divider bbox=[552, 916, 1101, 918]
article-text: ΙΕΡΟΥΣΑΛΗΜ, 8. (Ρώυτερ). — Οἱ φρικαλεότητες τοῦ στρατοπέδου περιεγράφησαν σήμερον εἰς τὸ δικαστήριον. Εἰς τὴν προβληθεῖσαν ταινίαν ἐνεφανίσθησαν σωροὶ ὀδοντοστοιχιῶν καὶ ὑποδημάτων μικρῶν παιδιῶν. Μάρτυρες ἀφηγήθησαν τὰς πειραματικὰς ἐπεμβάσεις. bbox=[738, 668, 915, 797]
subhead: ΑΙ ΜΑΧΑΙ ΚΑΤΕΠΑΥΣΑΝ bbox=[943, 1949, 1083, 1963]
subhead: Ο ΣΤΑΘΜΟΣ ΤΗΣ ΜΟΣΧΑΣ bbox=[564, 1150, 717, 1164]
article-text: ΒΙΟΥΔΑΔ ΤΡΟΥΧΙΛΛΟ, 8. (Ἀσσ. Πρέσ). — Ὁ πρώην δικτάτωρ τῆς Δομηνικανῆς Δημοκρατίας ἀνεχώρησε, ἐνῶ οἱ νέοι ἡγέται ἀπεφάσισαν νὰ ἀπελευθερώσουν τοὺς πολιτικοὺς κρατουμένους. Αἱ φυλακαὶ ἤνοιξαν καὶ ἐκατοντάδες κρατουμένων ἐξῆλθον. bbox=[189, 674, 360, 790]
headline: ΕΤΥΠΩΣΕΝ ΕΠΙΣΚΕΠΤΗΡΙΑ ΤΟΥ ΑΝΤΙΠΡΟΕΔΡΟΥ ΤΗΣ ΚΥΒΕΡΝΗΣΕΩΣ ΚΑΙ ΕΚΗΠΑΤΑ ΕΜΠΟΡΟΥΣ bbox=[378, 549, 534, 600]
headline: ΤΟ ΡΑΔΙΟΦΩΝΟΝ ΚΑΙ Ο ΤΥΠΟΣ ΤΗΣ ΣΟΒ. ΡΩΣΣΙΑΣ ΕΠΙΜΕΝΟΥΝ ΟΤΙ ΟΙ ΚΟΜΜΟΥΝΙΣΤΑΙ ΤΗΣ Η.Α.Δ. ΒΑΣΑΝΙΖΟΝΤΑΙ ΕΙΣ ΤΑΣ ΦΥΛΑΚΑΣ ΤΗΣ ΔΑΜΑΣΚΟΥ bbox=[570, 921, 1084, 1013]
article-text: ΚΟΖΑΝΗ, 8. — Ἡ πριγκήπισσα Εἰρήνη ἐπεσκέφθη τὰ ἔργα τῆς Πτολεμαΐδος καὶ ἐγένετο δεκτὴ ὑπὸ τῶν ἀρχῶν καὶ τοῦ λαοῦ. Ἀκολούθως μετέβη εἰς Γρεβενά, Σιάτισταν καὶ Κοζάνην, ὅπου ἐχαιρετίσθη ὑπὸ πλήθους κόσμου. bbox=[189, 1722, 360, 1825]
article-text: ΓΕΝΕΥΗ, 8. (Ἀσ. Πρ). — Ὁ Ρῶσος ὑπουργὸς τῶν Ἐξωτερικῶν ἐπέστρεψεν εἰς Γενεύην καὶ ἐδήλωσεν ὅτι ἡ διάσκεψις διὰ τὸ Λάος θὰ ἐπιτύχῃ ἐὰν αἱ δυτικαὶ δυνάμεις ἐπιθυμοῦν πράγματι τὴν διευθέτησιν. Ὁ πρίγκηψ Μπουν Οὔμ ἐξέφρασε τὴν ἀπογοήτευσίν του. bbox=[924, 1964, 1101, 2081]
article-body bbox=[8, 208, 360, 369]
divider bbox=[372, 1117, 541, 1118]
article-text: ΚΑΪΡΟΝ, 8. (Ρώυτερ). — Ὁ ραδιοφωνικὸς σταθμὸς τῆς Μόσχας καὶ ὁ σοβιετικὸς τύπος ἐπιμένουν ὅτι οἱ κομμουνισταὶ τῆς Ἡνωμένης Ἀραβικῆς Δημοκρατίας ὑφίστανται βασανιστήρια εἰς τὰς φυλακὰς τῆς Δαμασκοῦ. Ἡ κυβέρνησις τοῦ Καΐρου διαψεύδει κατηγορηματικῶς. bbox=[924, 1016, 1101, 1145]
article-text: ΑΘΗΝΑΙ, 8. — Ἀφίκετο ἐκ τοῦ ἐξωτερικοῦ. bbox=[372, 1455, 541, 1480]
divider bbox=[1113, 999, 1532, 1001]
article-text: Παρεπέμφθη εἰς τὴν εἰσαγγελίαν ὁ 8ος Κοινοπραξίας, ὁ ἀνήλικος καὶ ὁ 15χρονος ἀνήλικος, διὰ κλοπὴν χρημάτων. Ὁ νεαρὸς ὡμολόγησεν ὅτι συμμετεῖχε εἰς κλοπὰς κατὰ τὸ διάστημα τῶν τελευταίων μηνῶν. Ἀμφότεροι διέμενον εἰς ἐπαρχίαν καὶ ἐγκατέλειψαν τὰς οἰκίας των. Ἡ ἀστυνομία ἐξετάζει τὰς ὑποθέσεις καὶ ἀνέκτησε μέρος τῶν κλαπέντων χρημάτων. bbox=[189, 210, 360, 365]
article-text: ΑΘΗΝΑΙ, 8. — Ὁ ὑπουργὸς ἐξήγγειλε νέαν ρύθμισιν διὰ τὰ πιστοποιητικὰ φρονημάτων. bbox=[372, 1379, 541, 1418]
article-text: ΓΕΝΕΥΗ, 8. (Ἀσ. Πρ). — Ὁ Ρῶσος ὑπουργὸς τῶν Ἐξωτερικῶν ἐπέστρεψεν εἰς Γενεύην καὶ ἐδήλωσεν ὅτι ἡ διάσκεψις διὰ τὸ Λάος θὰ ἐπιτύχῃ ἐὰν αἱ δυτικαὶ δυνάμεις ἐπιθυμοῦν πράγματι τὴν διευθέτησιν. Ὁ πρίγκηψ Μπουν Οὔμ ἐξέφρασε τὴν ἀπογοήτευσίν του. bbox=[924, 1681, 1101, 1797]
divider bbox=[372, 1080, 541, 1081]
headline: Η ΑΝΕΓΕΡΣΙΣ ΔΙΚΑΣΤΙΚΟΥ ΜΕΓΑΡΟΥ ΠΡΕΠΕΙ ΝΑ ΑΡΧΙΣΗ ΕΝΤΟΣ ΤΟΥ ΕΤΟΥΣ bbox=[739, 2006, 913, 2065]
article-body bbox=[1113, 1040, 1532, 1110]
article-text: ΛΑΡΙΣΑ, 8. — Ἡ ἐφετεινὴ σιτοπαραγωγὴ εἰς τὸν νομὸν ἐκυμάνθη εἰς ἱκανοποιητικὰ ἐπίπεδα. Ὁ μέσος ὅρος ἀπόδοσεως ἀνῆλθεν εἰς 165-170 κιλὰ κατὰ στρέμμα. bbox=[1327, 1041, 1532, 1106]
